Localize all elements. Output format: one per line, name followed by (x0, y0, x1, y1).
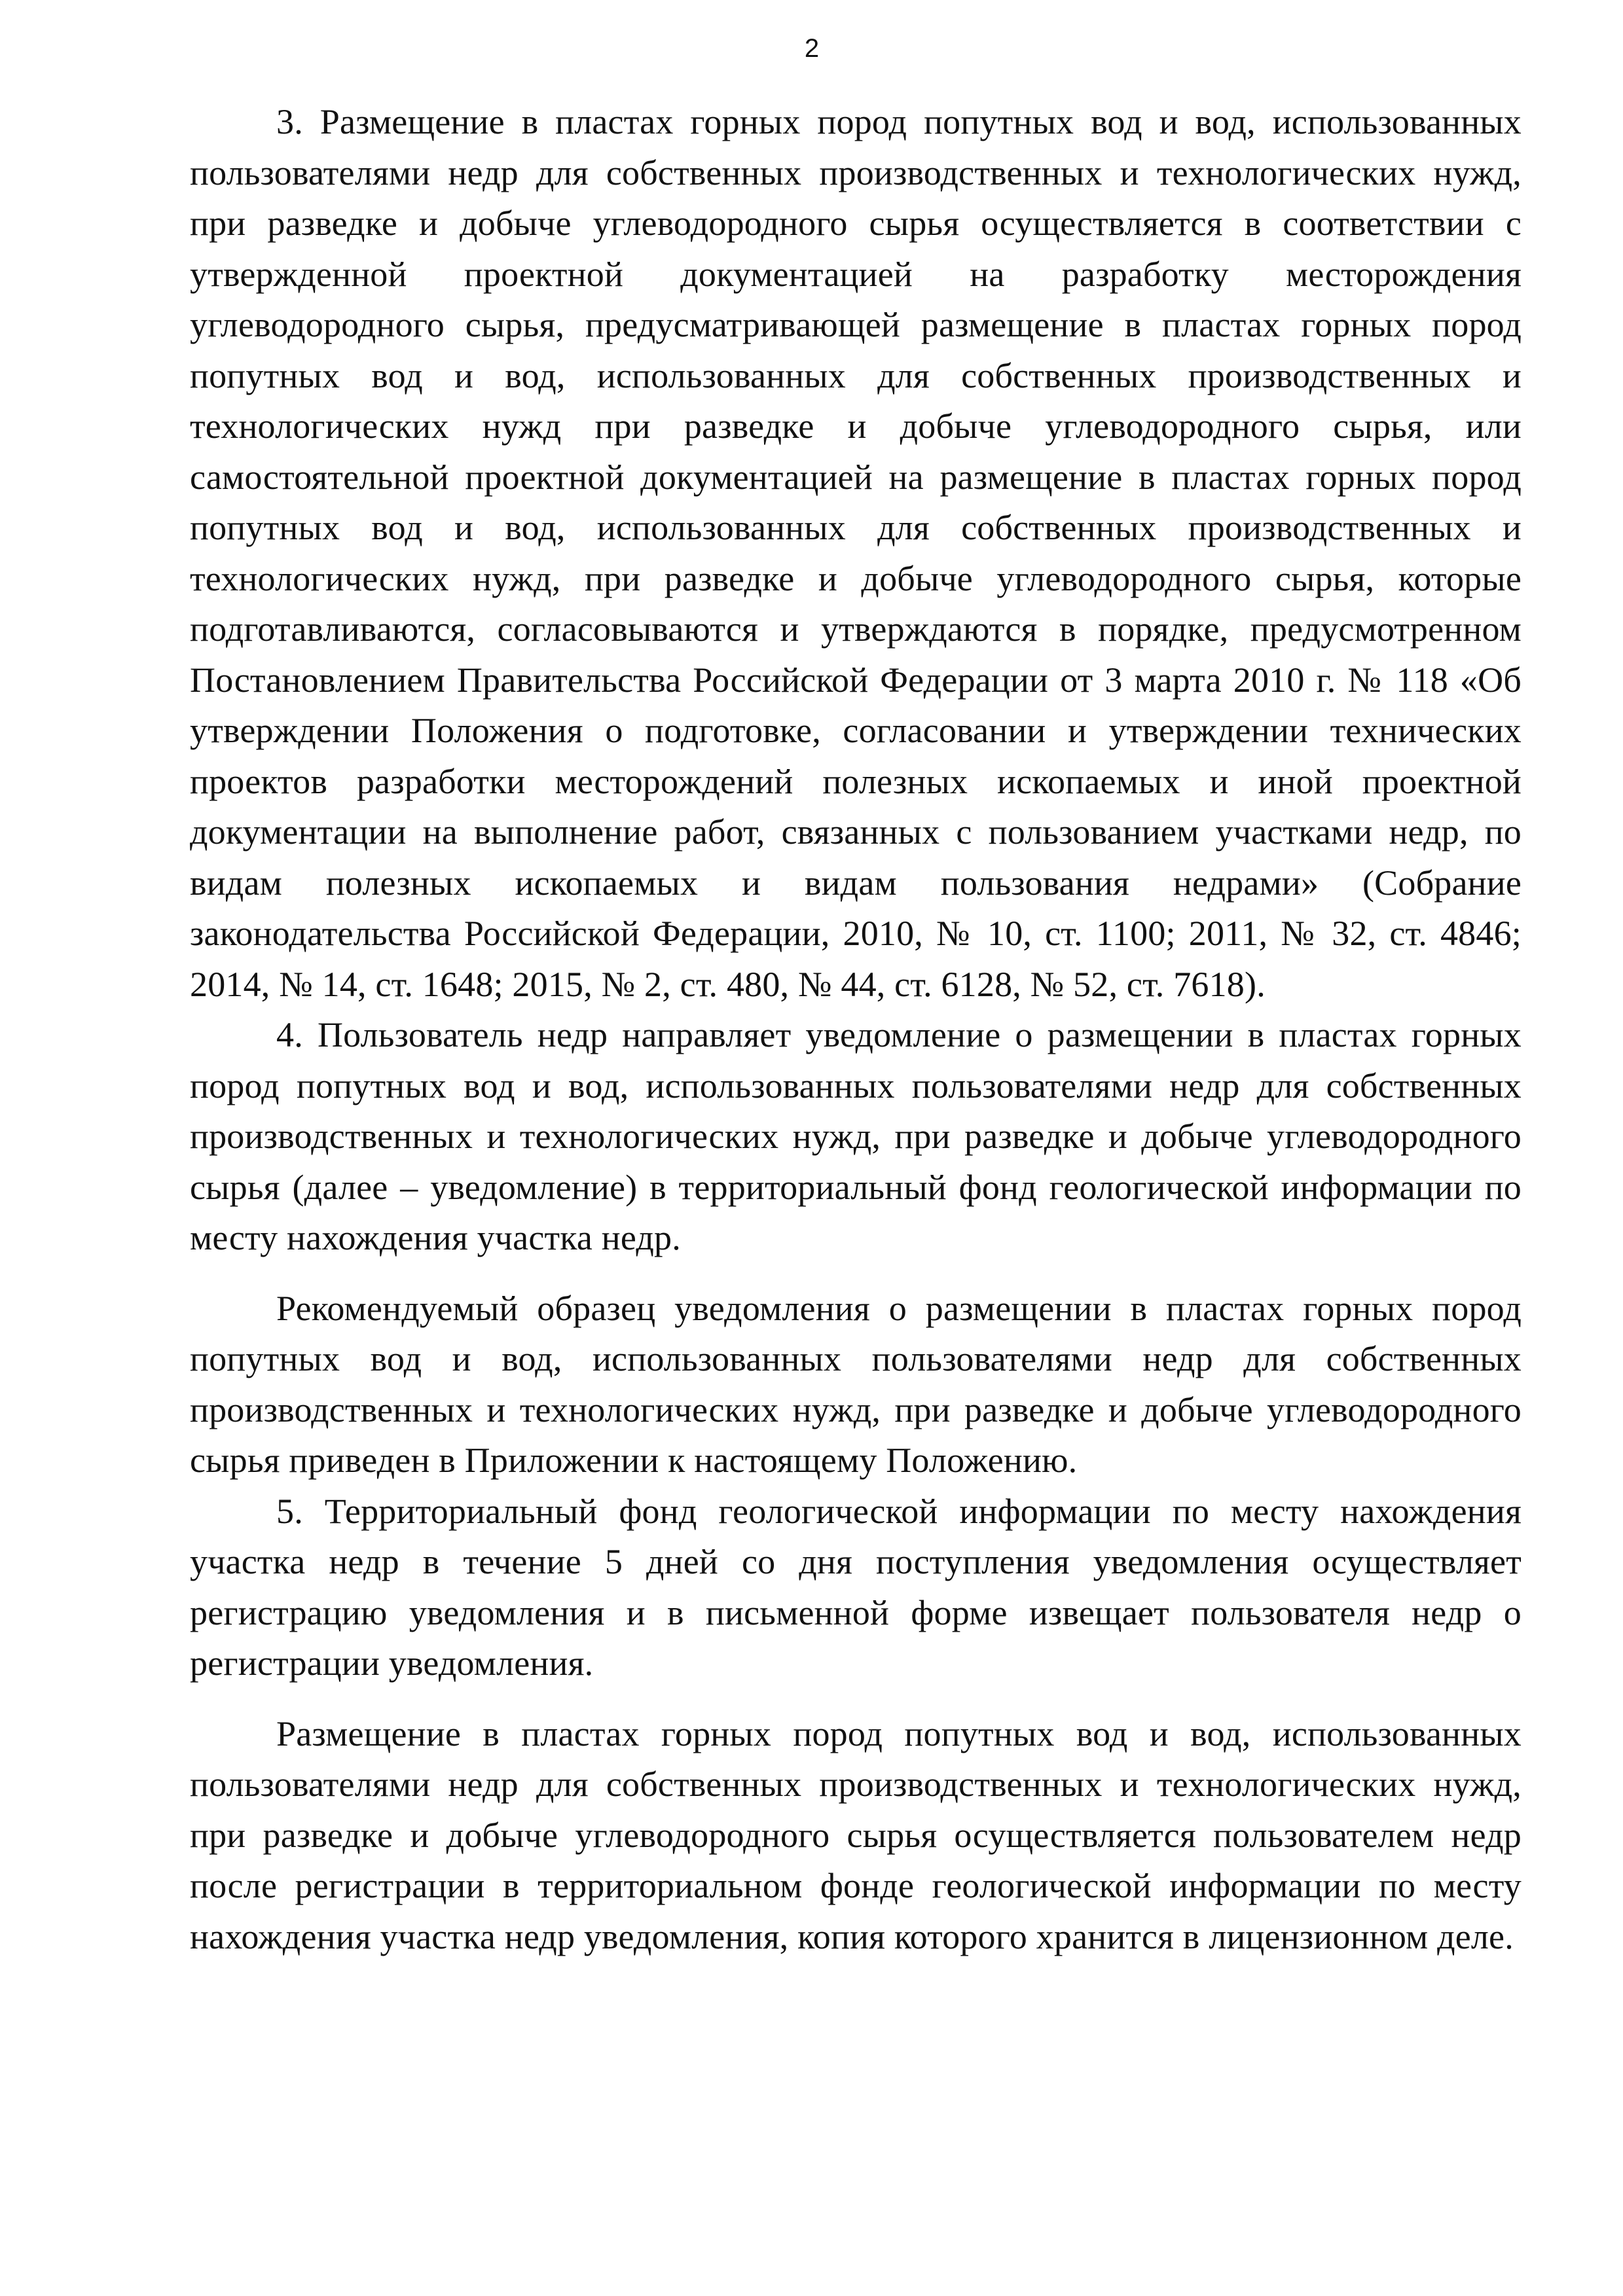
paragraph-placement-after-registration: Размещение в пластах горных пород попутных вод и вод, использованных пользователями недр для собственных производственных и технологических нужд, при разведке и добыче углеводородного сырья осуществляется пользователем недр после регистрации в территориальном фонде геологической информации по месту нахождения участка недр уведомления, копия которого хранится в лицензионном деле. (190, 1713, 1522, 1956)
document-body (190, 97, 1522, 1962)
paragraph-recommended-sample: Рекомендуемый образец уведомления о размещении в пластах горных пород попутных вод и вод, использованных пользователями недр для собственных производственных и технологических нужд, при разведке и добыче углеводородного сырья приведен в Приложении к настоящему Положению. (190, 1288, 1522, 1480)
paragraph-item-5: 5. Территориальный фонд геологической информации по месту нахождения участка недр в течение 5 дней со дня поступления уведомления осуществляет регистрацию уведомления и в письменной форме извещает пользователя недр о регистрации уведомления. (190, 1491, 1522, 1683)
paragraph-item-4: 4. Пользователь недр направляет уведомление о размещении в пластах горных пород попутных вод и вод, использованных пользователями недр для собственных производственных и технологических нужд, при разведке и добыче углеводородного сырья (далее – уведомление) в территориальный фонд геологической информации по месту нахождения участка недр. (190, 1015, 1522, 1257)
paragraph-item-3: 3. Размещение в пластах горных пород попутных вод и вод, использованных пользователями недр для собственных производственных и технологических нужд, при разведке и добыче углеводородного сырья осуществляется в соответствии с утвержденной проектной документацией на разработку месторождения углеводородного сырья, предусматривающей размещение в пластах горных пород попутных вод и вод, использованных для собственных производственных и технологических нужд при разведке и добыче углеводородного сырья, или самостоятельной проектной документацией на размещение в пластах горных пород попутных вод и вод, использованных для собственных производственных и технологических нужд, при разведке и добыче углеводородного сырья, которые подготавливаются, согласовываются и утверждаются в порядке, предусмотренном Постановлением Правительства Российской Федерации от 3 марта 2010 г. № 118 «Об утверждении Положения о подготовке, согласовании и утверждении технических проектов разработки месторождений полезных ископаемых и иной проектной документации на выполнение работ, связанных с пользованием участками недр, по видам полезных ископаемых и видам пользования недрами» (Собрание законодательства Российской Федерации, 2010, № 10, ст. 1100; 2011, № 32, ст. 4846; 2014, № 14, ст. 1648; 2015, № 2, ст. 480, № 44, ст. 6128, № 52, ст. 7618). (190, 102, 1522, 1004)
page-number: 2 (804, 34, 820, 63)
